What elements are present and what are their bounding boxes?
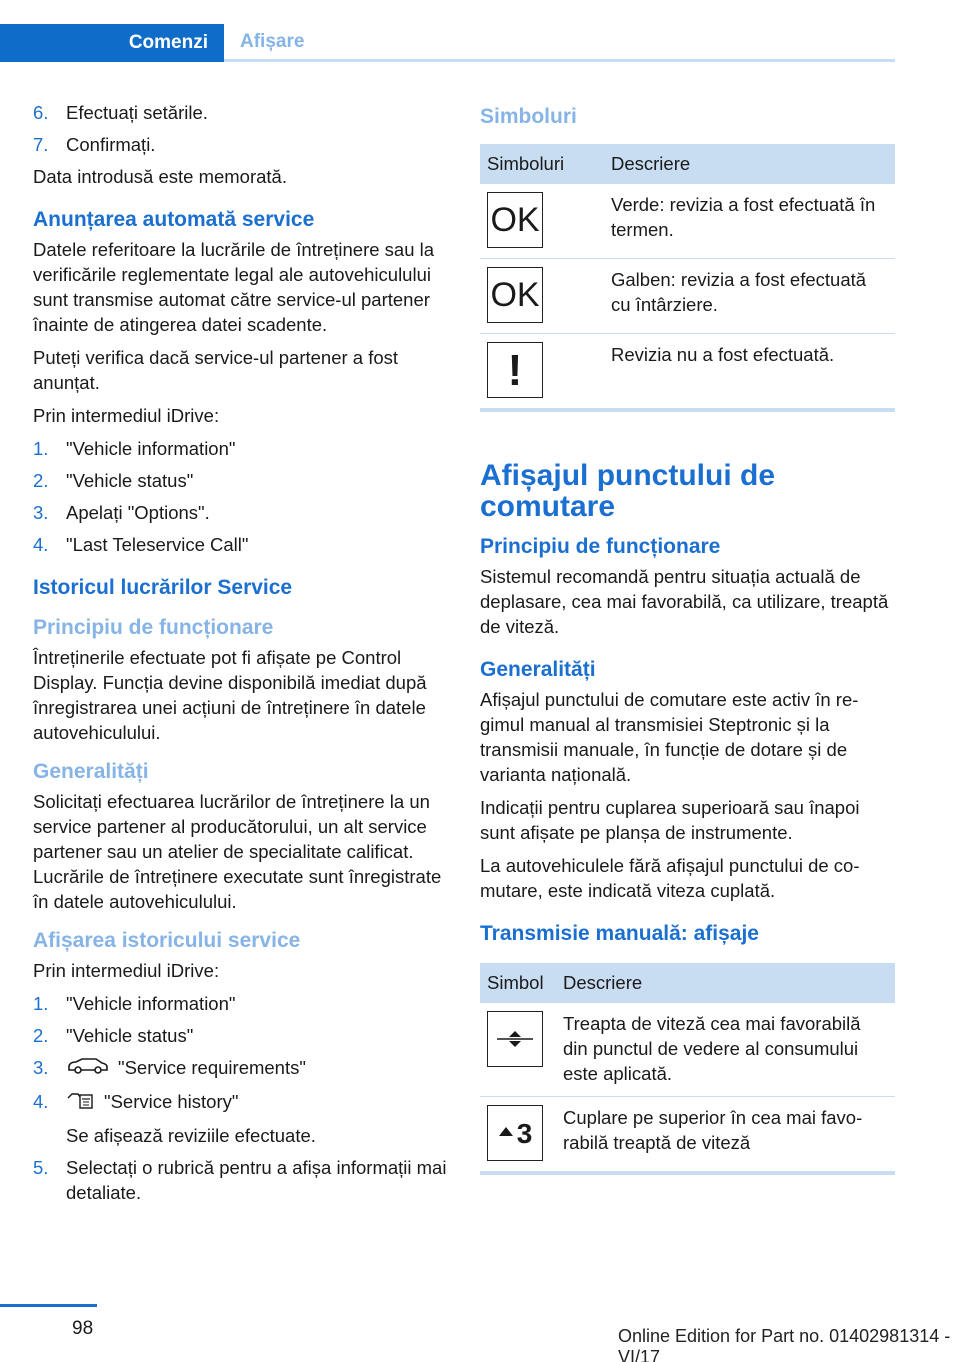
step-text: "Service history" — [104, 1091, 239, 1113]
list-item — [33, 468, 448, 493]
step-number: 2. — [33, 470, 49, 491]
history-heading: Istoricul lucrărilor Service — [33, 576, 293, 599]
general-heading: Generalități — [33, 760, 149, 783]
step-text: "Vehicle information" — [66, 438, 236, 459]
step-text: Confirmați. — [66, 134, 156, 155]
manual-transmission-heading: Transmisie manuală: afișaje — [480, 922, 759, 945]
steps-list-c — [33, 991, 448, 1116]
column-header: Descriere — [604, 144, 895, 184]
description-cell: Verde: revizia a fost efectuată în termen. — [604, 184, 895, 259]
steps-list-b — [33, 436, 448, 557]
step-number: 6. — [33, 102, 49, 123]
step-note: Se afișează reviziile efectuate. — [66, 1125, 316, 1147]
step-number: 4. — [33, 534, 49, 555]
step-number: 1. — [33, 993, 49, 1014]
symbol-cell — [480, 1097, 556, 1174]
ok-green-icon — [487, 192, 543, 248]
description-cell: Treapta de viteză cea mai favorabilă din punctul de vedere al consumului este aplicată. — [556, 1003, 895, 1097]
symbol-text: 3 — [516, 1117, 533, 1149]
step-text: "Vehicle status" — [66, 470, 194, 491]
principle-heading: Principiu de funcționare — [33, 616, 274, 639]
step-number: 5. — [33, 1157, 49, 1179]
general-paragraph-3: La autovehiculele fără afișajul punctului de comutare, este indicată viteza cuplată. — [480, 855, 860, 901]
step-text: "Last Teleservice Call" — [66, 534, 249, 555]
table-row — [480, 184, 895, 259]
idrive-intro-2: Prin intermediul iDrive: — [33, 960, 220, 981]
table-header-row — [480, 963, 895, 1003]
general-paragraph-2: Indicații pentru cuplarea superioară sau înapoi sunt afișate pe planșa de instrumente. — [480, 797, 860, 843]
description-cell: Cuplare pe superior în cea mai favorabilă treaptă de viteză — [556, 1097, 895, 1174]
symbols-heading: Simboluri — [480, 105, 577, 128]
step-number: 1. — [33, 438, 49, 459]
right-column — [480, 100, 895, 1175]
table-header-row — [480, 144, 895, 184]
step-text: "Vehicle status" — [66, 1025, 194, 1046]
ok-yellow-icon — [487, 267, 543, 323]
step-text: Apelați "Options". — [66, 502, 210, 523]
step-number: 3. — [33, 1057, 49, 1078]
list-item — [33, 991, 448, 1016]
auto-service-paragraph-1: Datele referitoare la lucrările de întreținere sau la verificările reglementate legal ale autovehiculului sunt transmise automat către service-ul partener înainte de atingerea datei scadente. — [33, 239, 435, 335]
symbol-cell — [480, 334, 604, 411]
symbol-text: OK — [490, 200, 540, 239]
exclamation-icon — [487, 342, 543, 398]
auto-service-paragraph-2: Puteți verifica dacă service-ul partener a fost anunțat. — [33, 347, 399, 393]
list-item — [33, 132, 448, 157]
list-item — [33, 1089, 448, 1116]
tab-afisare[interactable]: Afișare — [224, 24, 895, 62]
step-number: 7. — [33, 134, 49, 155]
symbol-cell — [480, 184, 604, 259]
edition-text: Online Edition for Part no. 01402981314 - VI/17 — [618, 1326, 951, 1362]
left-column — [33, 100, 448, 1212]
step-text: "Service requirements" — [118, 1057, 306, 1078]
page-number: 98 — [72, 1318, 94, 1339]
principle-paragraph: Sistemul recomandă pentru situația actuală de deplasare, cea mai favorabilă, ca utilizare, treaptă de viteză. — [480, 566, 889, 637]
principle-heading: Principiu de funcționare — [480, 535, 721, 558]
step-number: 2. — [33, 1025, 49, 1046]
principle-paragraph: Întreținerile efectuate pot fi afișate pe Control Display. Funcția devine disponibilă imediat după înregistrarea unei acțiuni de întreținere în datele autovehiculului. — [33, 647, 427, 743]
idrive-intro: Prin intermediul iDrive: — [33, 405, 220, 426]
description-cell: Revizia nu a fost efectuată. — [604, 334, 895, 411]
step-text-wrap — [66, 1055, 448, 1082]
gear-optimal-icon — [487, 1011, 543, 1067]
step-text: Efectuați setările. — [66, 102, 208, 123]
footer-divider — [0, 1304, 97, 1307]
column-header: Descriere — [556, 963, 895, 1003]
auto-service-heading: Anunțarea automată service — [33, 208, 315, 231]
general-paragraph-1: Afișajul punctului de comutare este activ în regimul manual al transmisiei Steptronic și la transmisii manuale, în funcție de dotare și de varianta națională. — [480, 689, 859, 785]
list-item — [33, 100, 448, 125]
general-heading: Generalități — [480, 658, 596, 681]
table-row — [480, 1003, 895, 1097]
gear-upshift-icon — [487, 1105, 543, 1161]
header-tabs — [0, 24, 895, 62]
column-header: Simboluri — [480, 144, 604, 184]
symbol-cell — [480, 1003, 556, 1097]
step-text: "Vehicle information" — [66, 993, 236, 1014]
list-item — [33, 532, 448, 557]
list-item — [33, 1055, 448, 1082]
table-row — [480, 334, 895, 411]
table-row — [480, 1097, 895, 1174]
date-saved-text: Data introdusă este memorată. — [33, 166, 287, 187]
step-text: Selectați o rubrică pentru a afișa informații mai detaliate. — [66, 1157, 447, 1204]
display-history-heading: Afișarea istoricului service — [33, 929, 301, 952]
symbol-text: ! — [507, 345, 523, 395]
symbols-table — [480, 144, 895, 412]
step-number: 4. — [33, 1091, 49, 1113]
step-text-wrap — [66, 1089, 448, 1116]
symbol-cell — [480, 259, 604, 334]
gear-table — [480, 963, 895, 1175]
step-number: 3. — [33, 502, 49, 523]
general-paragraph: Solicitați efectuarea lucrărilor de întreținere la un service partener al producătorului, un alt service partener sau un atelier de specialitate calificat. Lucrările de întreținere executate sunt înregistrate în datele autovehiculului. — [33, 791, 442, 912]
shift-point-heading: Afișajul punctului de comutare — [480, 459, 776, 523]
column-header: Simbol — [480, 963, 556, 1003]
steps-list-a — [33, 100, 448, 157]
description-cell: Galben: revizia a fost efectuată cu întârziere. — [604, 259, 895, 334]
tab-comenzi[interactable]: Comenzi — [0, 24, 224, 62]
list-item — [33, 436, 448, 461]
list-item — [33, 1155, 448, 1205]
service-history-icon — [66, 1090, 96, 1116]
symbol-text: OK — [490, 275, 540, 314]
steps-list-d — [33, 1155, 448, 1205]
list-item — [33, 1023, 448, 1048]
car-service-icon — [66, 1056, 110, 1082]
list-item — [33, 500, 448, 525]
table-row — [480, 259, 895, 334]
